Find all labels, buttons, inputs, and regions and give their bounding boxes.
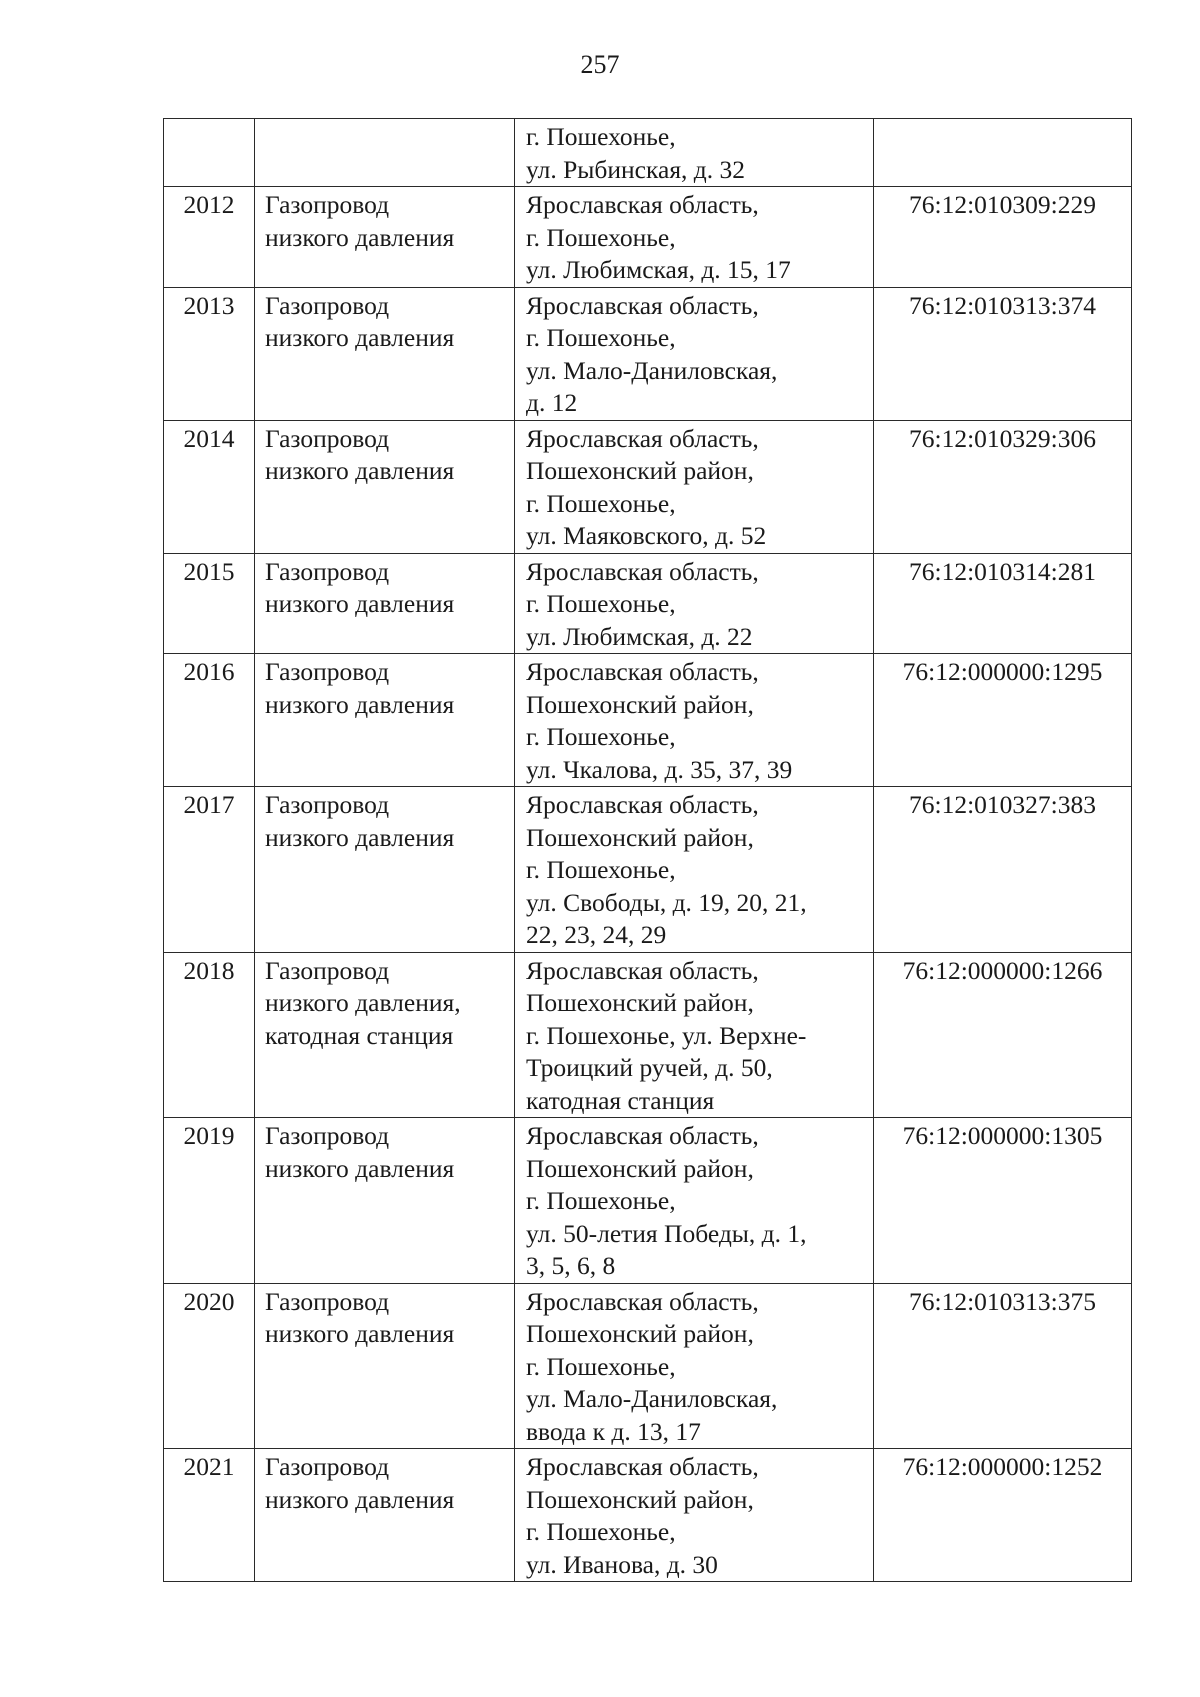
address-line: ул. Маяковского, д. 52 [526, 521, 767, 550]
address-cell [515, 787, 874, 953]
object-name-line: низкого давления [265, 689, 455, 719]
table-row [164, 952, 1132, 1118]
table-row [164, 420, 1132, 553]
address-line: ул. Чкалова, д. 35, 37, 39 [526, 754, 793, 784]
page-number: 257 [580, 50, 620, 79]
address-line: Пошехонский район, [526, 1319, 754, 1348]
cadastral-number-cell: 76:12:010327:383 [874, 787, 1132, 953]
address-cell [515, 1118, 874, 1284]
address-line: г. Пошехонье, [526, 855, 676, 884]
cadastral-number-cell: 76:12:010314:281 [874, 553, 1132, 654]
object-name-line: Газопровод [265, 1452, 390, 1481]
address-cell [515, 952, 874, 1118]
address-line: ул. Мало-Даниловская, [526, 1384, 778, 1413]
address-cell [515, 119, 874, 187]
row-number-cell: 2012 [164, 187, 255, 288]
cadastral-number-cell: 76:12:010329:306 [874, 420, 1132, 553]
cadastral-number-cell: 76:12:000000:1295 [874, 654, 1132, 787]
cadastral-number-cell: 76:12:000000:1266 [874, 952, 1132, 1118]
object-name-line: Газопровод [265, 657, 390, 686]
object-name-cell [255, 553, 515, 654]
table-row [164, 1449, 1132, 1582]
cadastral-number-cell: 76:12:010313:374 [874, 287, 1132, 420]
object-name-line: низкого давления [265, 1484, 455, 1514]
object-name-cell [255, 1449, 515, 1582]
object-name-line: Газопровод [265, 1286, 390, 1316]
table-row [164, 1118, 1132, 1284]
address-cell [515, 187, 874, 288]
table-row [164, 119, 1132, 187]
table-row [164, 187, 1132, 288]
address-cell [515, 287, 874, 420]
cadastral-number-cell [874, 119, 1132, 187]
address-line: г. Пошехонье, [526, 323, 676, 352]
address-line: 3, 5, 6, 8 [526, 1251, 616, 1280]
row-number-cell: 2018 [164, 952, 255, 1118]
address-line: г. Пошехонье, [526, 122, 676, 151]
object-name-cell [255, 654, 515, 787]
address-line: г. Пошехонье, [526, 1186, 676, 1215]
registry-table-body [164, 119, 1132, 1582]
address-line: Пошехонский район, [526, 689, 754, 719]
address-line: ул. Рыбинская, д. 32 [526, 154, 746, 184]
address-line: Ярославская область, [526, 1121, 759, 1150]
object-name-line: Газопровод [265, 556, 390, 586]
object-name-line: низкого давления, [265, 988, 461, 1017]
object-name-line: низкого давления [265, 456, 455, 485]
address-line: Ярославская область, [526, 790, 759, 819]
address-line: катодная станция [526, 1085, 715, 1115]
table-row [164, 654, 1132, 787]
address-line: д. 12 [526, 388, 578, 417]
address-line: Пошехонский район, [526, 1153, 754, 1183]
row-number-cell: 2013 [164, 287, 255, 420]
object-name-cell [255, 187, 515, 288]
table-row [164, 1283, 1132, 1449]
object-name-line: низкого давления [265, 222, 455, 252]
object-name-line: катодная станция [265, 1020, 454, 1050]
address-cell [515, 553, 874, 654]
object-name-cell [255, 1283, 515, 1449]
object-name-line: низкого давления [265, 323, 455, 352]
address-line: г. Пошехонье, [526, 1351, 676, 1381]
cadastral-number-cell: 76:12:010313:375 [874, 1283, 1132, 1449]
registry-table [163, 118, 1132, 1582]
cadastral-number-cell: 76:12:000000:1252 [874, 1449, 1132, 1582]
table-row [164, 287, 1132, 420]
object-name-cell [255, 420, 515, 553]
address-cell [515, 654, 874, 787]
object-name-cell [255, 1118, 515, 1284]
cadastral-number-cell: 76:12:010309:229 [874, 187, 1132, 288]
address-line: Пошехонский район, [526, 822, 754, 852]
address-line: ул. Иванова, д. 30 [526, 1549, 718, 1579]
address-line: Ярославская область, [526, 556, 759, 586]
row-number-cell [164, 119, 255, 187]
object-name-line: Газопровод [265, 190, 390, 219]
address-cell [515, 1283, 874, 1449]
row-number-cell: 2015 [164, 553, 255, 654]
object-name-cell [255, 952, 515, 1118]
object-name-line: низкого давления [265, 1319, 455, 1348]
row-number-cell: 2016 [164, 654, 255, 787]
row-number-cell: 2020 [164, 1283, 255, 1449]
object-name-line: низкого давления [265, 589, 455, 618]
address-line: г. Пошехонье, ул. Верхне- [526, 1020, 807, 1050]
object-name-cell [255, 119, 515, 187]
address-line: Ярославская область, [526, 1286, 759, 1316]
object-name-line: Газопровод [265, 790, 390, 819]
object-name-line: Газопровод [265, 423, 390, 453]
object-name-line: Газопровод [265, 1121, 390, 1150]
address-line: Ярославская область, [526, 190, 759, 219]
address-line: ул. Любимская, д. 15, 17 [526, 255, 791, 284]
address-line: Пошехонский район, [526, 988, 754, 1017]
address-line: Троицкий ручей, д. 50, [526, 1053, 773, 1082]
address-line: Ярославская область, [526, 657, 759, 686]
object-name-line: низкого давления [265, 822, 455, 852]
row-number-cell: 2017 [164, 787, 255, 953]
cadastral-number-cell: 76:12:000000:1305 [874, 1118, 1132, 1284]
address-cell [515, 420, 874, 553]
row-number-cell: 2014 [164, 420, 255, 553]
address-line: ул. Любимская, д. 22 [526, 621, 753, 651]
row-number-cell: 2021 [164, 1449, 255, 1582]
address-line: Ярославская область, [526, 423, 759, 453]
object-name-line: Газопровод [265, 290, 390, 320]
address-line: г. Пошехонье, [526, 722, 676, 751]
address-line: 22, 23, 24, 29 [526, 920, 667, 949]
address-line: г. Пошехонье, [526, 222, 676, 252]
address-line: г. Пошехонье, [526, 589, 676, 618]
address-line: ввода к д. 13, 17 [526, 1416, 701, 1446]
address-line: Пошехонский район, [526, 1484, 754, 1514]
address-line: ул. Мало-Даниловская, [526, 355, 778, 385]
address-line: ул. 50-летия Победы, д. 1, [526, 1218, 807, 1248]
address-line: Ярославская область, [526, 290, 759, 320]
address-line: Пошехонский район, [526, 456, 754, 485]
address-line: ул. Свободы, д. 19, 20, 21, [526, 887, 807, 917]
object-name-cell [255, 787, 515, 953]
table-row [164, 787, 1132, 953]
table-row [164, 553, 1132, 654]
address-line: Ярославская область, [526, 955, 759, 985]
address-line: Ярославская область, [526, 1452, 759, 1481]
address-cell [515, 1449, 874, 1582]
object-name-line: Газопровод [265, 955, 390, 985]
object-name-cell [255, 287, 515, 420]
row-number-cell: 2019 [164, 1118, 255, 1284]
address-line: г. Пошехонье, [526, 1517, 676, 1546]
address-line: г. Пошехонье, [526, 488, 676, 518]
object-name-line: низкого давления [265, 1153, 455, 1183]
